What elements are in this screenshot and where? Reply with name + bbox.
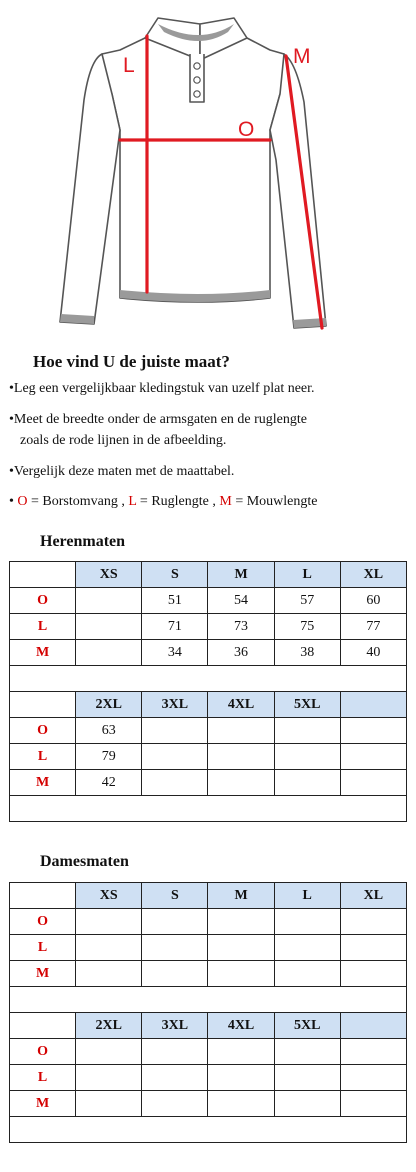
- row-label-cell: L: [10, 1065, 76, 1091]
- legend-m-text: = Mouwlengte: [235, 494, 318, 509]
- men-row-sleeve-length-xl: [10, 770, 407, 796]
- size-header-cell: XL: [340, 562, 406, 588]
- value-cell: [340, 718, 406, 744]
- women-row-chest-xl: [10, 1039, 407, 1065]
- legend-l-letter: L: [128, 494, 137, 509]
- men-table-title: Herenmaten: [40, 533, 126, 550]
- value-cell: [274, 1091, 340, 1117]
- row-label-cell: O: [10, 909, 76, 935]
- value-cell: 40: [340, 640, 406, 666]
- women-row-sleeve-length: [10, 961, 407, 987]
- size-header-cell: S: [142, 562, 208, 588]
- value-cell: 36: [208, 640, 274, 666]
- value-cell: 79: [76, 744, 142, 770]
- legend-o-letter: O: [17, 494, 28, 509]
- size-header-cell: 4XL: [208, 692, 274, 718]
- size-header-cell: XS: [76, 562, 142, 588]
- men-top-header-row: [10, 562, 407, 588]
- value-cell: [142, 935, 208, 961]
- placket-buttons: [194, 63, 200, 97]
- row-label-cell: O: [10, 718, 76, 744]
- legend-o-text: = Borstomvang ,: [31, 494, 125, 509]
- value-cell: 63: [76, 718, 142, 744]
- value-cell: [142, 1039, 208, 1065]
- row-label-cell: M: [10, 640, 76, 666]
- value-cell: [142, 744, 208, 770]
- header-corner-cell: [10, 1013, 76, 1039]
- row-label-cell: M: [10, 770, 76, 796]
- value-cell: 54: [208, 588, 274, 614]
- polo-shirt-measurement-diagram: [50, 10, 350, 342]
- women-bottom-header-row: [10, 1013, 407, 1039]
- guide-heading: Hoe vind U de juiste maat?: [33, 352, 230, 371]
- spacer-cell: [10, 987, 407, 1013]
- size-header-cell: 2XL: [76, 692, 142, 718]
- label-O: O: [238, 118, 255, 141]
- value-cell: [274, 935, 340, 961]
- value-cell: [340, 935, 406, 961]
- table-spacer-row: [10, 1117, 407, 1143]
- value-cell: [76, 1065, 142, 1091]
- label-L: L: [123, 54, 135, 77]
- value-cell: [76, 909, 142, 935]
- row-label-cell: M: [10, 1091, 76, 1117]
- row-label-cell: O: [10, 1039, 76, 1065]
- women-top-header-row: [10, 883, 407, 909]
- men-row-sleeve-length: [10, 640, 407, 666]
- men-row-back-length: [10, 614, 407, 640]
- size-header-cell: XL: [340, 883, 406, 909]
- row-label-cell: O: [10, 588, 76, 614]
- legend-bullet: •: [9, 494, 14, 509]
- size-header-cell: 5XL: [274, 1013, 340, 1039]
- value-cell: [76, 1039, 142, 1065]
- value-cell: [340, 909, 406, 935]
- value-cell: 71: [142, 614, 208, 640]
- value-cell: [142, 1065, 208, 1091]
- value-cell: [76, 588, 142, 614]
- value-cell: [76, 1091, 142, 1117]
- value-cell: [274, 1039, 340, 1065]
- size-header-cell: L: [274, 883, 340, 909]
- value-cell: 77: [340, 614, 406, 640]
- legend-m-letter: M: [219, 494, 232, 509]
- label-M: M: [293, 45, 311, 68]
- value-cell: 51: [142, 588, 208, 614]
- size-header-cell: L: [274, 562, 340, 588]
- men-size-table: [9, 561, 407, 822]
- row-label-cell: L: [10, 744, 76, 770]
- value-cell: [76, 961, 142, 987]
- value-cell: [208, 718, 274, 744]
- size-header-cell: 3XL: [142, 692, 208, 718]
- value-cell: [208, 1065, 274, 1091]
- value-cell: 57: [274, 588, 340, 614]
- value-cell: [340, 961, 406, 987]
- value-cell: [208, 744, 274, 770]
- value-cell: [142, 909, 208, 935]
- value-cell: [340, 1039, 406, 1065]
- header-corner-cell: [10, 562, 76, 588]
- size-header-cell: XS: [76, 883, 142, 909]
- value-cell: [142, 961, 208, 987]
- value-cell: [340, 1091, 406, 1117]
- women-row-back-length: [10, 935, 407, 961]
- table-spacer-row: [10, 796, 407, 822]
- value-cell: [340, 744, 406, 770]
- value-cell: 34: [142, 640, 208, 666]
- value-cell: [76, 640, 142, 666]
- women-row-chest: [10, 909, 407, 935]
- value-cell: 60: [340, 588, 406, 614]
- value-cell: 42: [76, 770, 142, 796]
- size-header-cell: S: [142, 883, 208, 909]
- value-cell: [142, 1091, 208, 1117]
- value-cell: 75: [274, 614, 340, 640]
- value-cell: 73: [208, 614, 274, 640]
- value-cell: [208, 935, 274, 961]
- size-header-cell: M: [208, 562, 274, 588]
- row-label-cell: M: [10, 961, 76, 987]
- value-cell: [274, 770, 340, 796]
- value-cell: [142, 770, 208, 796]
- header-corner-cell: [10, 883, 76, 909]
- value-cell: [208, 909, 274, 935]
- spacer-cell: [10, 1117, 407, 1143]
- men-row-back-length-xl: [10, 744, 407, 770]
- row-label-cell: L: [10, 935, 76, 961]
- value-cell: [340, 770, 406, 796]
- value-cell: [340, 1065, 406, 1091]
- men-bottom-header-row: [10, 692, 407, 718]
- men-row-chest-xl: [10, 718, 407, 744]
- value-cell: [142, 718, 208, 744]
- value-cell: [274, 909, 340, 935]
- row-label-cell: L: [10, 614, 76, 640]
- value-cell: [208, 961, 274, 987]
- value-cell: [208, 1039, 274, 1065]
- header-corner-cell: [10, 692, 76, 718]
- value-cell: 38: [274, 640, 340, 666]
- size-header-cell: 3XL: [142, 1013, 208, 1039]
- value-cell: [274, 744, 340, 770]
- guide-bullet-measure: •Meet de breedte onder de armsgaten en de ruglengte: [9, 412, 307, 427]
- value-cell: [208, 770, 274, 796]
- value-cell: [274, 1065, 340, 1091]
- value-cell: [274, 718, 340, 744]
- guide-bullet-compare: •Vergelijk deze maten met de maattabel.: [9, 464, 235, 479]
- women-row-back-length-xl: [10, 1065, 407, 1091]
- guide-bullet-measure-cont: zoals de rode lijnen in de afbeelding.: [20, 433, 227, 448]
- table-spacer-row: [10, 987, 407, 1013]
- size-header-cell: [340, 1013, 406, 1039]
- value-cell: [76, 614, 142, 640]
- size-header-cell: 5XL: [274, 692, 340, 718]
- size-header-cell: 4XL: [208, 1013, 274, 1039]
- size-header-cell: M: [208, 883, 274, 909]
- size-header-cell: 2XL: [76, 1013, 142, 1039]
- value-cell: [208, 1091, 274, 1117]
- table-spacer-row: [10, 666, 407, 692]
- women-table-title: Damesmaten: [40, 853, 129, 870]
- spacer-cell: [10, 666, 407, 692]
- size-header-cell: [340, 692, 406, 718]
- women-size-table: [9, 882, 407, 1143]
- guide-bullet-lay-flat: •Leg een vergelijkbaar kledingstuk van uzelf plat neer.: [9, 381, 315, 396]
- men-row-chest: [10, 588, 407, 614]
- value-cell: [274, 961, 340, 987]
- spacer-cell: [10, 796, 407, 822]
- guide-legend: [9, 491, 409, 512]
- value-cell: [76, 935, 142, 961]
- legend-l-text: = Ruglengte ,: [139, 494, 216, 509]
- women-row-sleeve-length-xl: [10, 1091, 407, 1117]
